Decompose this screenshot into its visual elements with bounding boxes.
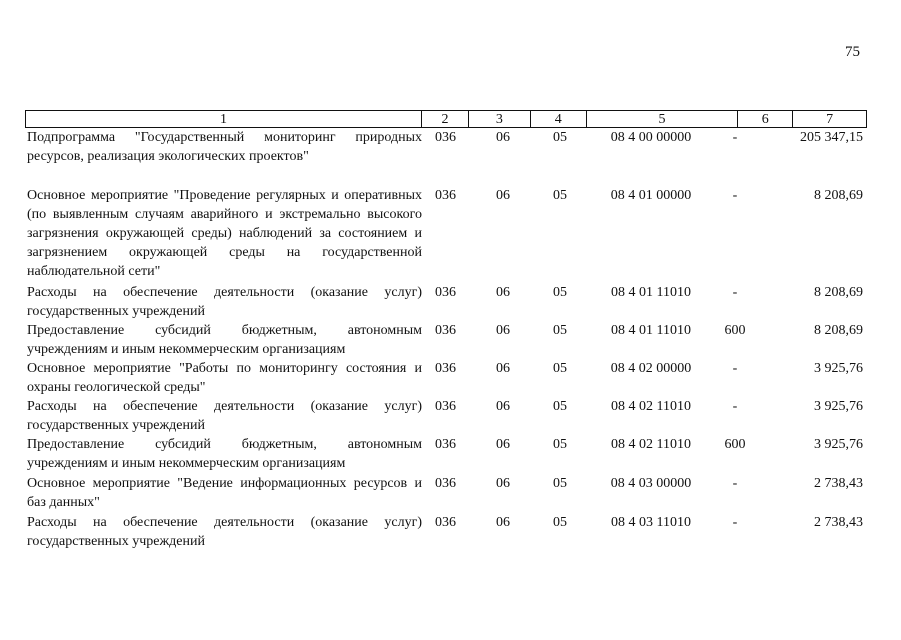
row-name: Основное мероприятие "Работы по мониторингу состояния и охраны геологической среды" xyxy=(27,361,422,395)
row-col-5: 08 4 03 00000 xyxy=(610,476,692,491)
row-col-7: 205 347,15 xyxy=(800,130,863,145)
row-col-6: - xyxy=(732,130,738,145)
row-col-7: 8 208,69 xyxy=(814,188,863,203)
row-col-5: 08 4 02 11010 xyxy=(611,399,691,414)
row-col-3: 06 xyxy=(496,323,510,338)
row-col-4: 05 xyxy=(553,437,567,452)
row-col-3: 06 xyxy=(496,399,510,414)
row-col-3: 06 xyxy=(496,130,510,145)
row-col-7: 3 925,76 xyxy=(814,399,863,414)
row-col-6: - xyxy=(732,515,738,530)
row-col-2: 036 xyxy=(435,515,456,530)
row-name: Основное мероприятие "Проведение регулярных и оперативных (по выявленным случаям аварийного и экстремально высокого загрязнения окружающей среды) наблюдений за состоянием и загрязнением окружающей среды на государственной наблюдательной сети" xyxy=(27,188,422,279)
row-name: Подпрограмма "Государственный мониторинг природных ресурсов, реализация экологических проектов" xyxy=(27,130,422,164)
row-col-5: 08 4 01 11010 xyxy=(611,285,691,300)
row-col-4: 05 xyxy=(553,399,567,414)
row-name: Предоставление субсидий бюджетным, автономным учреждениям и иным некоммерческим организациям xyxy=(27,323,422,357)
header-col-6: 6 xyxy=(738,111,793,127)
row-col-2: 036 xyxy=(435,323,456,338)
row-col-2: 036 xyxy=(435,130,456,145)
row-col-3: 06 xyxy=(496,515,510,530)
row-col-6: - xyxy=(732,361,738,376)
row-col-6: - xyxy=(732,399,738,414)
row-name: Расходы на обеспечение деятельности (оказание услуг) государственных учреждений xyxy=(27,399,422,433)
row-col-6: - xyxy=(732,188,738,203)
row-col-2: 036 xyxy=(435,437,456,452)
row-col-5: 08 4 00 00000 xyxy=(610,130,692,145)
row-col-2: 036 xyxy=(435,399,456,414)
table-header xyxy=(25,110,867,128)
row-col-2: 036 xyxy=(435,476,456,491)
row-col-4: 05 xyxy=(553,476,567,491)
row-name: Расходы на обеспечение деятельности (оказание услуг) государственных учреждений xyxy=(27,515,422,549)
row-col-4: 05 xyxy=(553,130,567,145)
row-col-3: 06 xyxy=(496,437,510,452)
header-col-4: 4 xyxy=(531,111,587,127)
row-col-3: 06 xyxy=(496,285,510,300)
row-col-6: - xyxy=(732,476,738,491)
row-col-2: 036 xyxy=(435,285,456,300)
row-col-5: 08 4 02 00000 xyxy=(610,361,692,376)
row-col-4: 05 xyxy=(553,323,567,338)
row-name: Расходы на обеспечение деятельности (оказание услуг) государственных учреждений xyxy=(27,285,422,319)
row-col-7: 2 738,43 xyxy=(814,515,863,530)
row-col-7: 8 208,69 xyxy=(814,285,863,300)
row-col-5: 08 4 02 11010 xyxy=(611,437,691,452)
row-col-7: 3 925,76 xyxy=(814,437,863,452)
row-col-5: 08 4 01 00000 xyxy=(610,188,692,203)
row-col-3: 06 xyxy=(496,476,510,491)
row-col-5: 08 4 03 11010 xyxy=(611,515,691,530)
row-col-6: 600 xyxy=(724,323,746,338)
row-col-6: - xyxy=(732,285,738,300)
row-col-4: 05 xyxy=(553,188,567,203)
row-col-2: 036 xyxy=(435,361,456,376)
header-col-1: 1 xyxy=(26,111,422,127)
header-col-3: 3 xyxy=(469,111,531,127)
header-col-5: 5 xyxy=(587,111,739,127)
row-col-6: 600 xyxy=(724,437,746,452)
row-name: Основное мероприятие "Ведение информационных ресурсов и баз данных" xyxy=(27,476,422,510)
row-col-5: 08 4 01 11010 xyxy=(611,323,691,338)
header-col-2: 2 xyxy=(422,111,469,127)
row-col-7: 8 208,69 xyxy=(814,323,863,338)
row-col-2: 036 xyxy=(435,188,456,203)
row-col-3: 06 xyxy=(496,188,510,203)
row-col-7: 3 925,76 xyxy=(814,361,863,376)
row-col-4: 05 xyxy=(553,361,567,376)
row-col-4: 05 xyxy=(553,285,567,300)
header-col-7: 7 xyxy=(826,112,834,127)
row-col-7: 2 738,43 xyxy=(814,476,863,491)
row-col-4: 05 xyxy=(553,515,567,530)
row-name: Предоставление субсидий бюджетным, автономным учреждениям и иным некоммерческим организациям xyxy=(27,437,422,471)
page-number: 75 xyxy=(845,44,860,60)
row-col-3: 06 xyxy=(496,361,510,376)
